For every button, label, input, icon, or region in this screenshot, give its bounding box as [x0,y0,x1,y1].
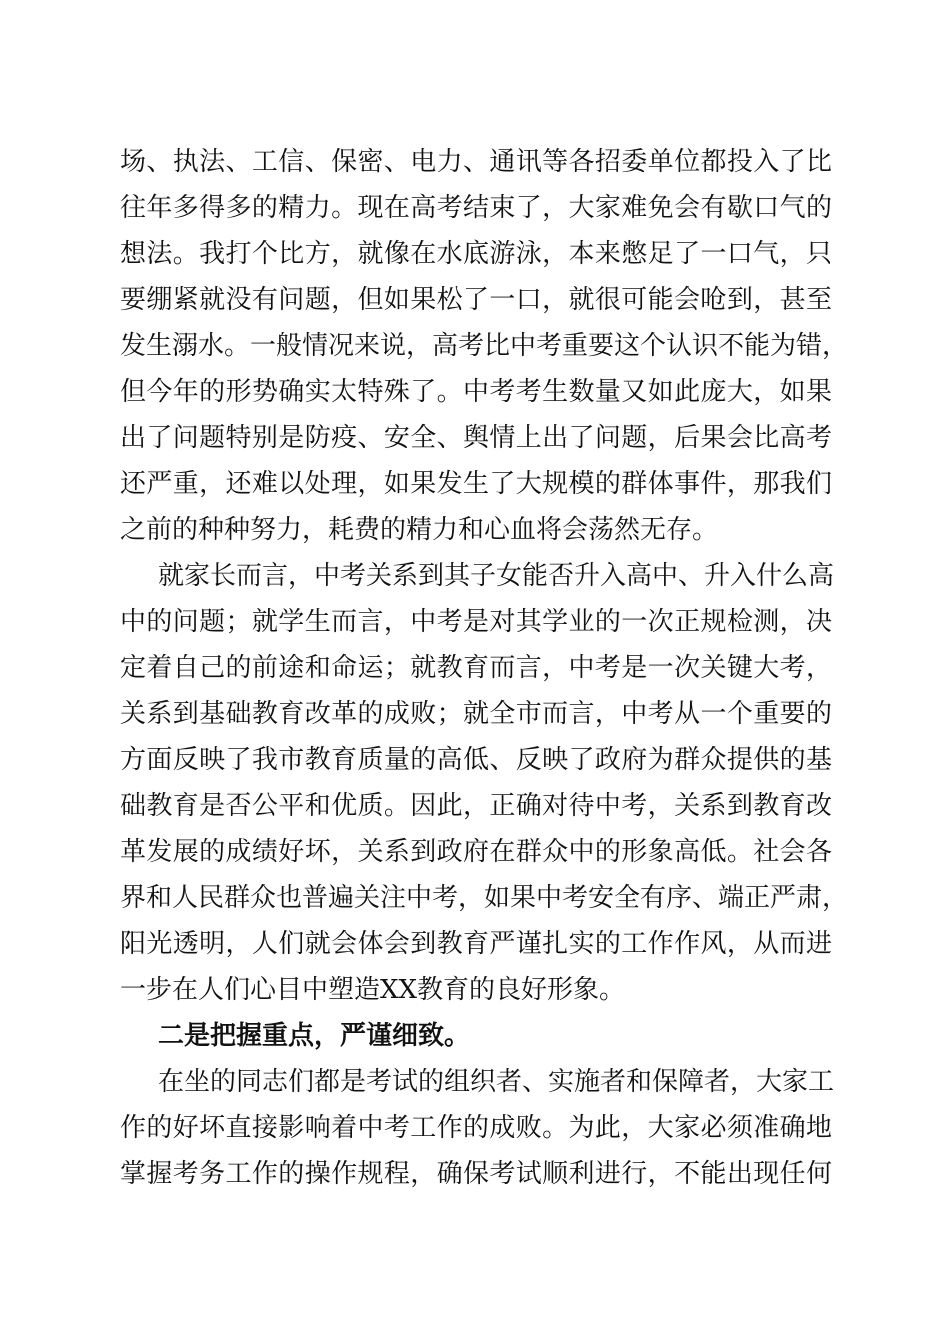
paragraph-3-line-2: 作的好坏直接影响着中考工作的成败。为此，大家必须准确地 [120,1113,832,1143]
paragraph-1-line-2: 往年多得多的精力。现在高考结束了，大家难免会有歇口气的 [120,193,832,223]
paragraph-1-line-6: 但今年的形势确实太特殊了。中考考生数量又如此庞大，如果 [120,377,832,407]
paragraph-1-line-1: 场、执法、工信、保密、电力、通讯等各招委单位都投入了比 [120,147,832,177]
paragraph-2-line-6: 础教育是否公平和优质。因此，正确对待中考，关系到教育改 [120,791,832,821]
paragraph-2-line-2: 中的问题；就学生而言，中考是对其学业的一次正规检测，决 [120,607,832,637]
paragraph-2-line-5: 方面反映了我市教育质量的高低、反映了政府为群众提供的基 [120,745,832,775]
paragraph-1-line-7: 出了问题特别是防疫、安全、舆情上出了问题，后果会比高考 [120,423,832,453]
section-heading: 二是把握重点，严谨细致。 [158,1021,471,1051]
paragraph-1-line-9: 之前的种种努力，耗费的精力和心血将会荡然无存。 [120,515,719,545]
paragraph-2-line-9: 阳光透明，人们就会体会到教育严谨扎实的工作作风，从而进 [120,929,832,959]
paragraph-2-line-7: 革发展的成绩好坏，关系到政府在群众中的形象高低。社会各 [120,837,832,867]
paragraph-2-line-4: 关系到基础教育改革的成败；就全市而言，中考从一个重要的 [120,699,832,729]
paragraph-2-line-1: 就家长而言，中考关系到其子女能否升入高中、升入什么高 [158,561,835,591]
paragraph-1-line-3: 想法。我打个比方，就像在水底游泳，本来憋足了一口气，只 [120,239,832,269]
paragraph-1-line-5: 发生溺水。一般情况来说，高考比中考重要这个认识不能为错， [120,331,849,361]
paragraph-2-line-10: 一步在人们心目中塑造XX教育的良好形象。 [120,975,626,1005]
paragraph-1-line-8: 还严重，还难以处理，如果发生了大规模的群体事件，那我们 [120,469,832,499]
paragraph-2-line-3: 定着自己的前途和命运；就教育而言，中考是一次关键大考， [120,653,832,683]
paragraph-1-line-4: 要绷紧就没有问题，但如果松了一口，就很可能会呛到，甚至 [120,285,832,315]
paragraph-2-line-8: 界和人民群众也普遍关注中考，如果中考安全有序、端正严肃， [120,883,849,913]
paragraph-3-line-1: 在坐的同志们都是考试的组织者、实施者和保障者，大家工 [158,1067,835,1097]
paragraph-3-line-3: 掌握考务工作的操作规程，确保考试顺利进行，不能出现任何 [120,1159,832,1189]
